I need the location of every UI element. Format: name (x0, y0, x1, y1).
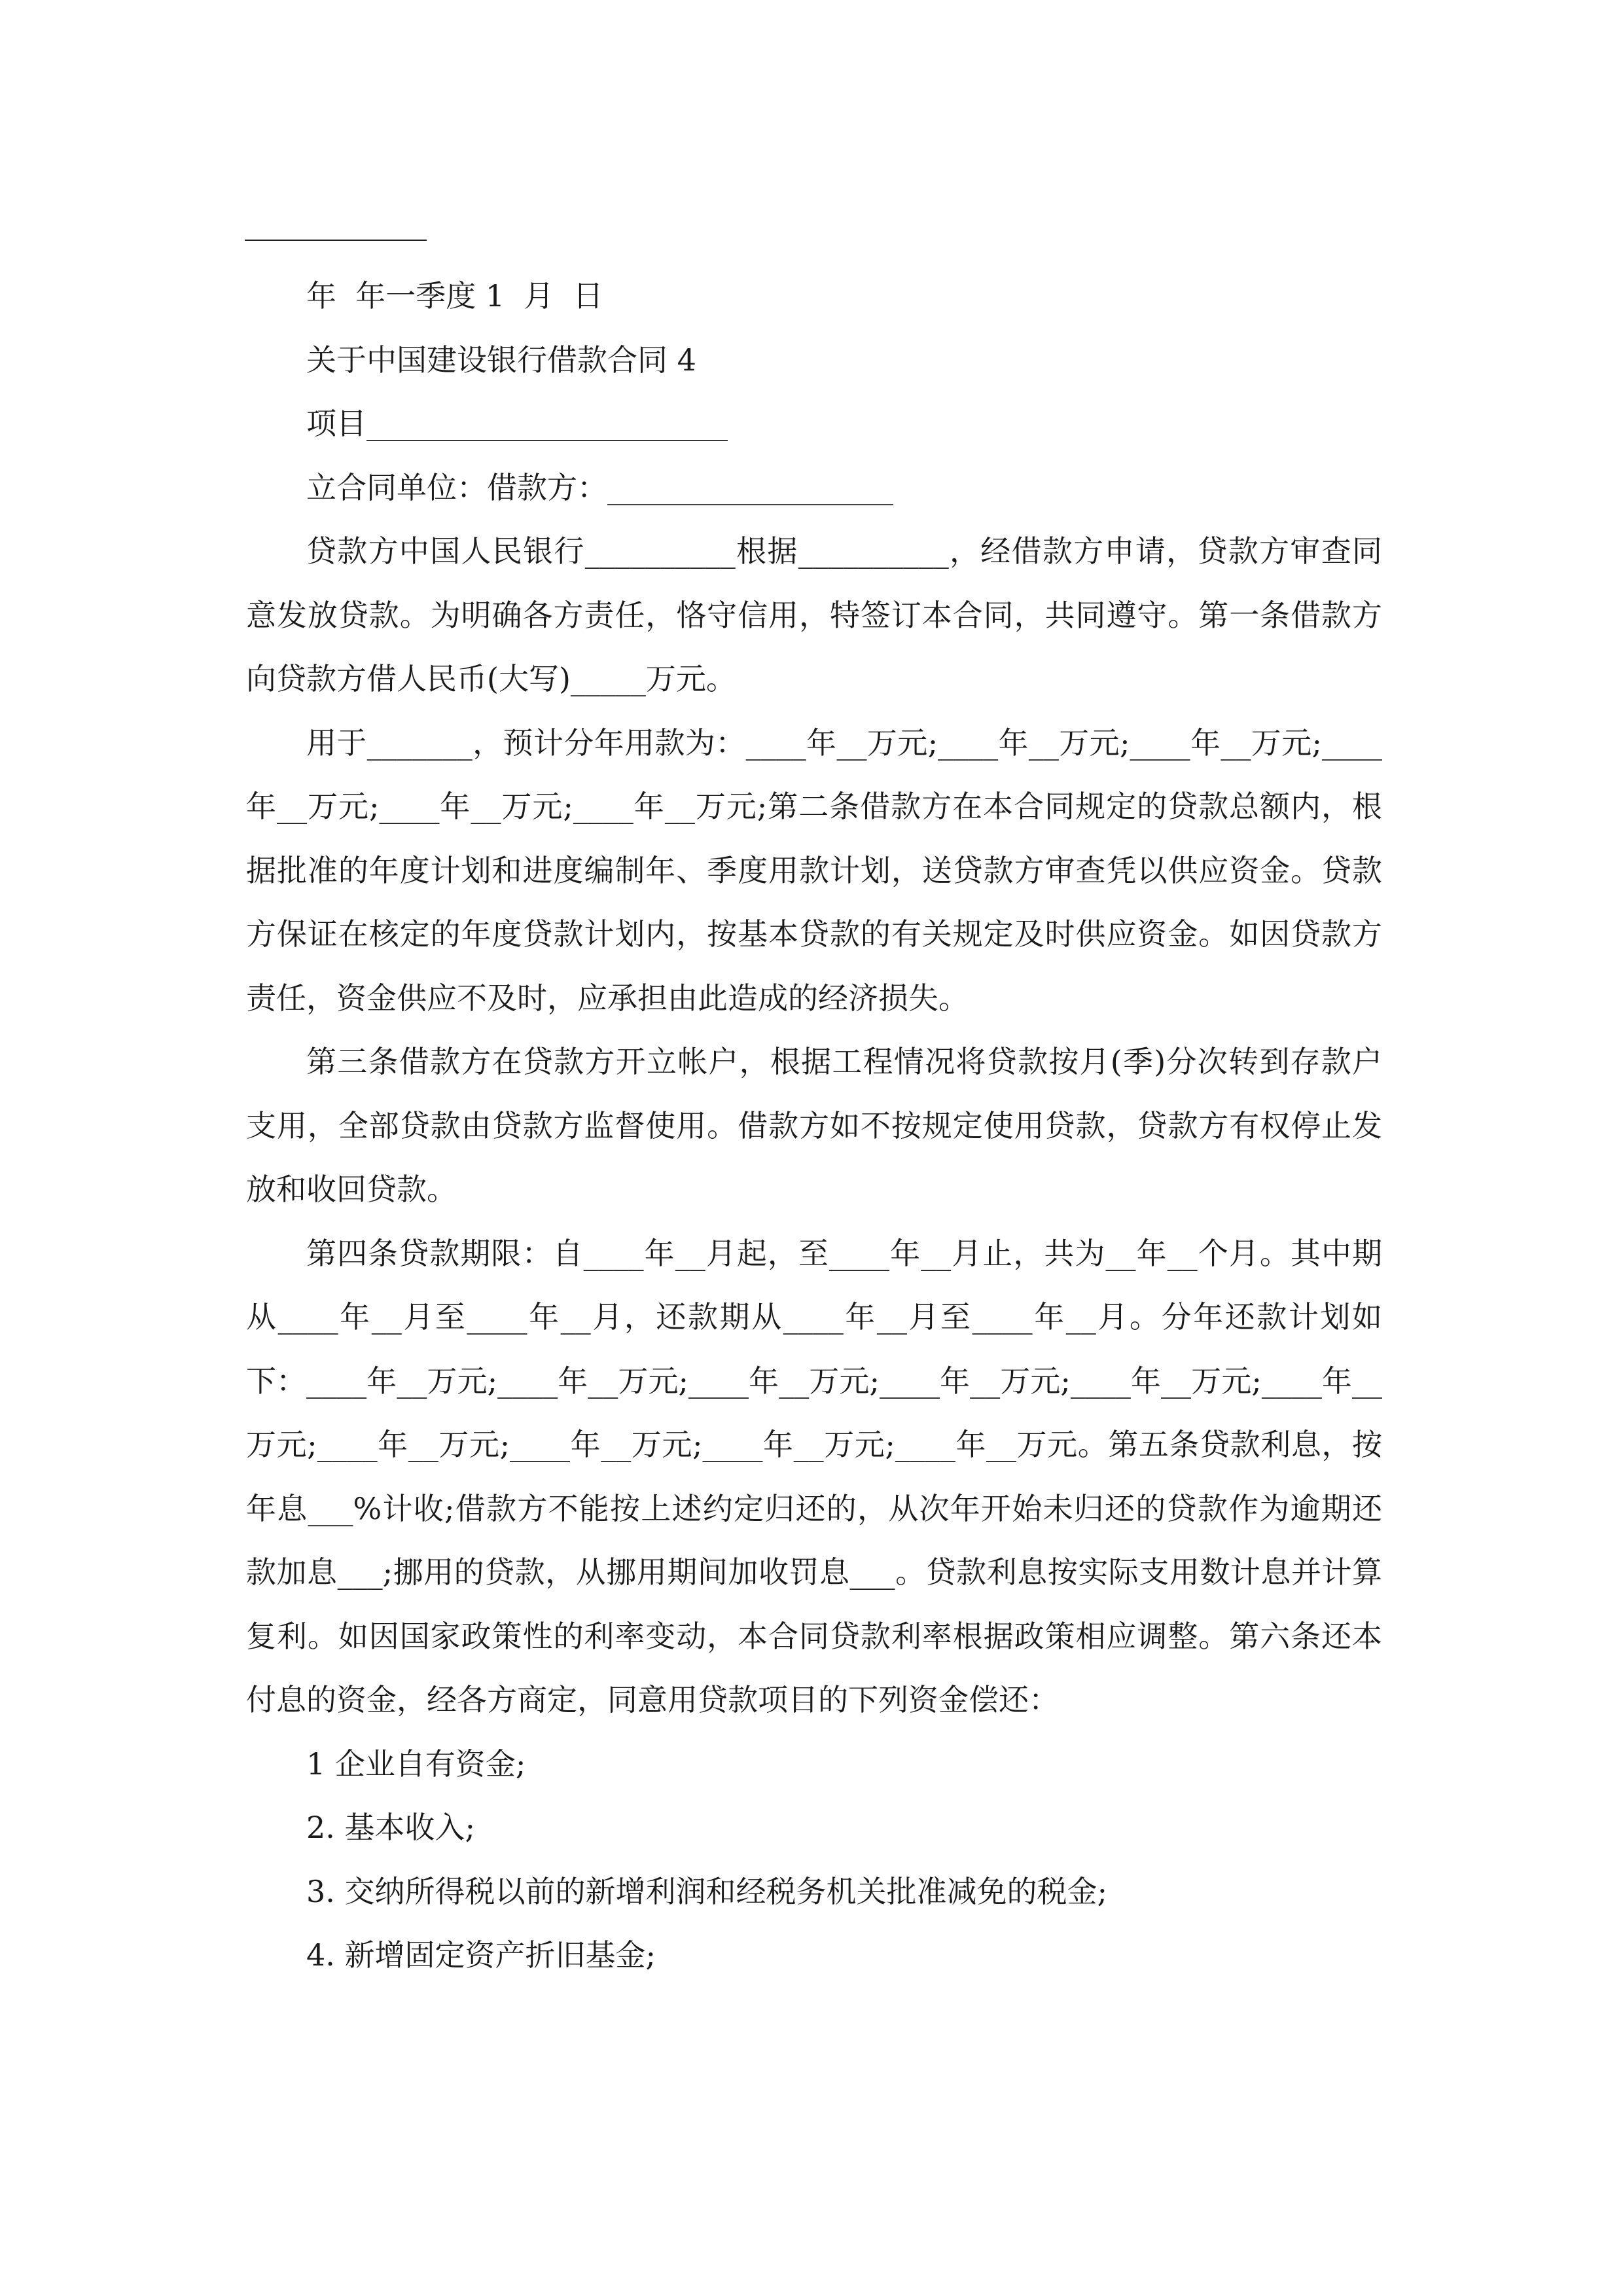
paragraph-4: 第四条贷款期限：自____年__月起，至____年__月止，共为__年__个月。其中期从____年__月至____年__月，还款期从____年__月至____年__月。分年还款计划如下：____年__万元;____年__万元;____年__万元;____年__万元;____年__万元;____年__万元;____年__万元;____年__万元;____年__万元;____年__万元。第五条贷款利息，按年息___%计收;借款方不能按上述约定归还的，从次年开始未归还的贷款作为逾期还款加息___;挪用的贷款，从挪用期间加收罚息___。贷款利息按实际支用数计息并计算复利。如因国家政策性的利率变动，本合同贷款利率根据政策相应调整。第六条还本付息的资金，经各方商定，同意用贷款项目的下列资金偿还： (246, 1235, 1382, 1717)
list-item-3: 3. 交纳所得税以前的新增利润和经税务机关批准减免的税金; (306, 1873, 1108, 1909)
project-line: 项目________________________ (306, 406, 728, 441)
paragraph-1: 贷款方中国人民银行__________根据__________，经借款方申请，贷款方审查同意发放贷款。为明确各方责任，恪守信用，特签订本合同，共同遵守。第一条借款方向贷款方借人民币(大写)_____万元。 (246, 533, 1382, 696)
list-item-4: 4. 新增固定资产折旧基金; (306, 1937, 656, 1973)
document-title: 关于中国建设银行借款合同 4 (306, 342, 696, 378)
parties-line: 立合同单位：借款方：___________________ (306, 469, 893, 505)
paragraph-3: 第三条借款方在贷款方开立帐户，根据工程情况将贷款按月(季)分次转到存款户支用，全部贷款由贷款方监督使用。借款方如不按规定使用贷款，贷款方有权停止发放和收回贷款。 (246, 1044, 1382, 1207)
document-body (246, 264, 1382, 1988)
paragraph-2: 用于_______，预计分年用款为：____年__万元;____年__万元;____年__万元;____年__万元;____年__万元;____年__万元;第二条借款方在本合同规定的贷款总额内，根据批准的年度计划和进度编制年、季度用款计划，送贷款方审查凭以供应资金。贷款方保证在核定的年度贷款计划内，按基本贷款的有关规定及时供应资金。如因贷款方责任，资金供应不及时，应承担由此造成的经济损失。 (246, 725, 1382, 1016)
list-item-1: 1 企业自有资金; (306, 1746, 526, 1782)
date-line: 年 年一季度 1 月 日 (306, 278, 603, 314)
list-item-2: 2. 基本收入; (306, 1810, 476, 1845)
header-rule (245, 240, 427, 241)
